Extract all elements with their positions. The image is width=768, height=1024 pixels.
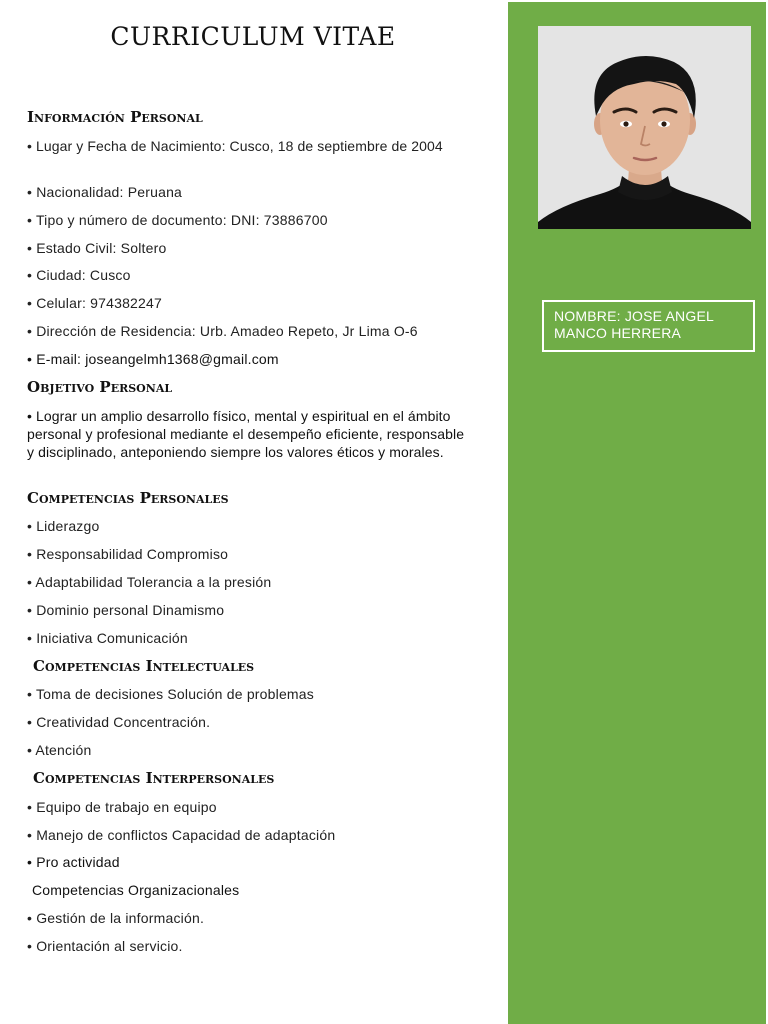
personal-info-item: • Dirección de Residencia: Urb. Amadeo Repeto, Jr Lima O-6 [27, 323, 418, 339]
personal-info-item: • Lugar y Fecha de Nacimiento: Cusco, 18 de septiembre de 2004 [27, 138, 443, 154]
name-box: NOMBRE: JOSE ANGEL MANCO HERRERA [542, 300, 755, 352]
personal-info-item: • Tipo y número de documento: DNI: 73886700 [27, 212, 328, 228]
profile-photo [538, 26, 751, 229]
interpersonal-skill-item: • Pro actividad [27, 854, 120, 870]
personal-info-heading: Información Personal [27, 108, 203, 126]
interpersonal-skill-item: • Equipo de trabajo en equipo [27, 799, 217, 815]
organizational-skill-item: • Orientación al servicio. [27, 938, 183, 954]
interpersonal-skill-item: • Manejo de conflictos Capacidad de adaptación [27, 827, 336, 843]
personal-info-item: • Ciudad: Cusco [27, 267, 131, 283]
personal-info-item: • Celular: 974382247 [27, 295, 162, 311]
personal-skills-heading: Competencias Personales [27, 489, 229, 507]
personal-skill-item: • Responsabilidad Compromiso [27, 546, 229, 562]
personal-info-item: • Nacionalidad: Peruana [27, 184, 183, 200]
page-title: CURRICULUM VITAE [110, 22, 396, 51]
intellectual-skill-item: • Creatividad Concentración. [27, 714, 211, 730]
personal-info-item: • E-mail: joseangelmh1368@gmail.com [27, 351, 279, 367]
personal-skill-item: • Liderazgo [27, 518, 100, 534]
objective-heading: Objetivo Personal [27, 378, 173, 396]
interpersonal-skills-heading: Competencias Interpersonales [33, 769, 275, 787]
personal-skill-item: • Iniciativa Comunicación [27, 630, 188, 646]
personal-info-item: • Estado Civil: Soltero [27, 240, 167, 256]
organizational-skill-item: • Gestión de la información. [27, 910, 205, 926]
portrait-image [538, 26, 751, 229]
sidebar [508, 2, 766, 1024]
intellectual-skill-item: • Atención [27, 742, 92, 758]
personal-skill-item: • Adaptabilidad Tolerancia a la presión [27, 574, 272, 590]
intellectual-skill-item: • Toma de decisiones Solución de problemas [27, 686, 314, 702]
intellectual-skills-heading: Competencias Intelectuales [33, 657, 255, 675]
organizational-skills-heading: Competencias Organizacionales [32, 882, 240, 898]
objective-text: • Lograr un amplio desarrollo físico, mental y espiritual en el ámbito personal y profesional mediante el desempeño eficiente, responsable y disciplinado, anteponiendo siempre los valores éticos y morales. [27, 408, 465, 460]
personal-skill-item: • Dominio personal Dinamismo [27, 602, 225, 618]
